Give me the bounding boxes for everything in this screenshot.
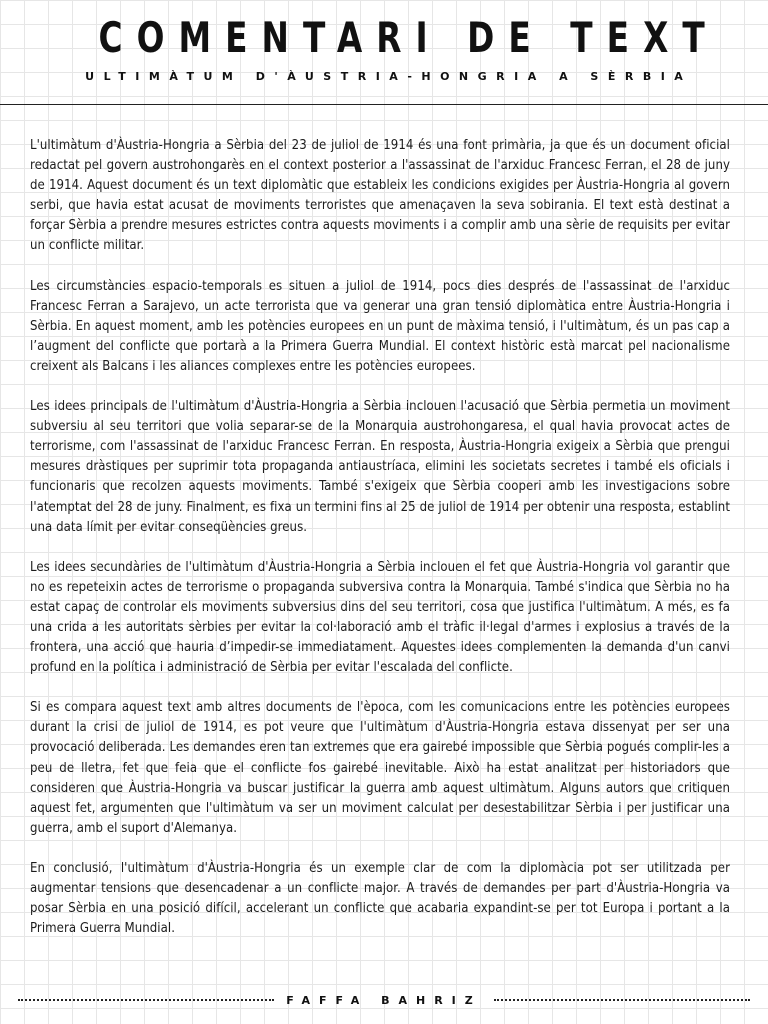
document-body: [30, 136, 730, 959]
document-subtitle: ULTIMÀTUM D'ÀUSTRIA-HONGRIA A SÈRBIA: [85, 70, 693, 83]
author-name: FAFFA BAHRIZ: [286, 993, 482, 1007]
paragraph-comparison: Si es compara aquest text amb altres documents de l'època, com les comunicacions entre les potències europees durant la crisi de juliol de 1914, es pot veure que l'ultimàtum d'Àustria-Hongria estava dissenyat per ser una provocació deliberada. Les demandes eren tan extremes que era gairebé impossible que Sèrbia pogués complir-les a peu de lletra, fet que feia que el conflicte fos gairebé inevitable. Això ha estat analitzat per historiadors que consideren que Àustria-Hongria va buscar justificar la guerra amb aquest ultimàtum. Alguns autors que critiquen aquest fet, argumenten que l'ultimàtum va ser un moviment calculat per desestabilitzar Sèrbia i per justificar una guerra, amb el suport d'Alemanya.: [30, 700, 730, 836]
paragraph-conclusion: En conclusió, l'ultimàtum d'Àustria-Hongria és un exemple clar de com la diplomàcia pot ser utilitzada per augmentar tensions que desencadenar a un conflicte major. A través de demandes per part d'Àustria-Hongria va posar Sèrbia en una posició difícil, accelerant un conflicte que acabaria expandint-se per tot Europa i portant a la Primera Guerra Mundial.: [30, 860, 730, 937]
paragraph-main-ideas: Les idees principals de l'ultimàtum d'Àustria-Hongria a Sèrbia inclouen l'acusació que Sèrbia permetia un moviment subversiu al seu territori que volia separar-se de la Monarquia austrohongaresa, el qual havia provocat actes de terrorisme, com l'assassinat de l'arxiduc Francesc Ferran. En resposta, Àustria-Hongria exigeix a Sèrbia que prengui mesures dràstiques per suprimir tota propaganda antiaustríaca, elimini les societats secretes i també els oficials i funcionaris que recolzen aquests moviments. També s'exigeix que Sèrbia cooperi amb les investigacions sobre l'atemptat del 28 de juny. Finalment, es fixa un termini fins al 25 de juliol de 1914 per obtenir una resposta, establint una data límit per evitar conseqüències greus.: [30, 399, 730, 535]
footer-dotted-line-right: [494, 999, 750, 1001]
footer-dotted-line-left: [18, 999, 274, 1001]
footer: [18, 990, 750, 1010]
paragraph-intro: L'ultimàtum d'Àustria-Hongria a Sèrbia del 23 de juliol de 1914 és una font primària, ja que és un document oficial redactat pel govern austrohongarès en el context posterior a l'assassinat de l'arxiduc Francesc Ferran, el 28 de juny de 1914. Aquest document és un text diplomàtic que estableix les condicions exigides per Àustria-Hongria al govern serbi, que havia estat acusat de moviments terroristes que amenaçaven la seva sobirania. El text està destinat a forçar Sèrbia a prendre mesures estrictes contra aquests moviments i a complir amb una sèrie de requisits per evitar un conflicte militar.: [30, 138, 730, 254]
document-title: COMENTARI DE TEXT: [98, 13, 719, 62]
paragraph-secondary-ideas: Les idees secundàries de l'ultimàtum d'Àustria-Hongria a Sèrbia inclouen el fet que Àustria-Hongria vol garantir que no es repeteixin actes de terrorisme o propaganda subversiva contra la Monarquia. També s'indica que Sèrbia no ha estat capaç de controlar els moviments subversius dins del seu territori, cosa que justifica l'ultimàtum. A més, es fa una crida a les autoritats sèrbies per evitar la col·laboració amb el tràfic il·legal d'armes i explosius a través de la frontera, una acció que hauria d’impedir-se immediatament. Aquestes idees complementen la demanda d'un canvi profund en la política i administració de Sèrbia per evitar l'escalada del conflicte.: [30, 559, 730, 676]
paragraph-context: Les circumstàncies espacio-temporals es situen a juliol de 1914, pocs dies després de l'assassinat de l'arxiduc Francesc Ferran a Sarajevo, un acte terrorista que va generar una gran tensió diplomàtica entre Àustria-Hongria i Sèrbia. En aquest moment, amb les potències europees en un punt de màxima tensió, i l'ultimàtum, és un pas cap a l’augment del conflicte que portarà a la Primera Guerra Mundial. El context històric està marcat pel nacionalisme creixent als Balcans i les aliances complexes entre les potències europees.: [30, 278, 730, 374]
header-divider: [0, 104, 768, 105]
